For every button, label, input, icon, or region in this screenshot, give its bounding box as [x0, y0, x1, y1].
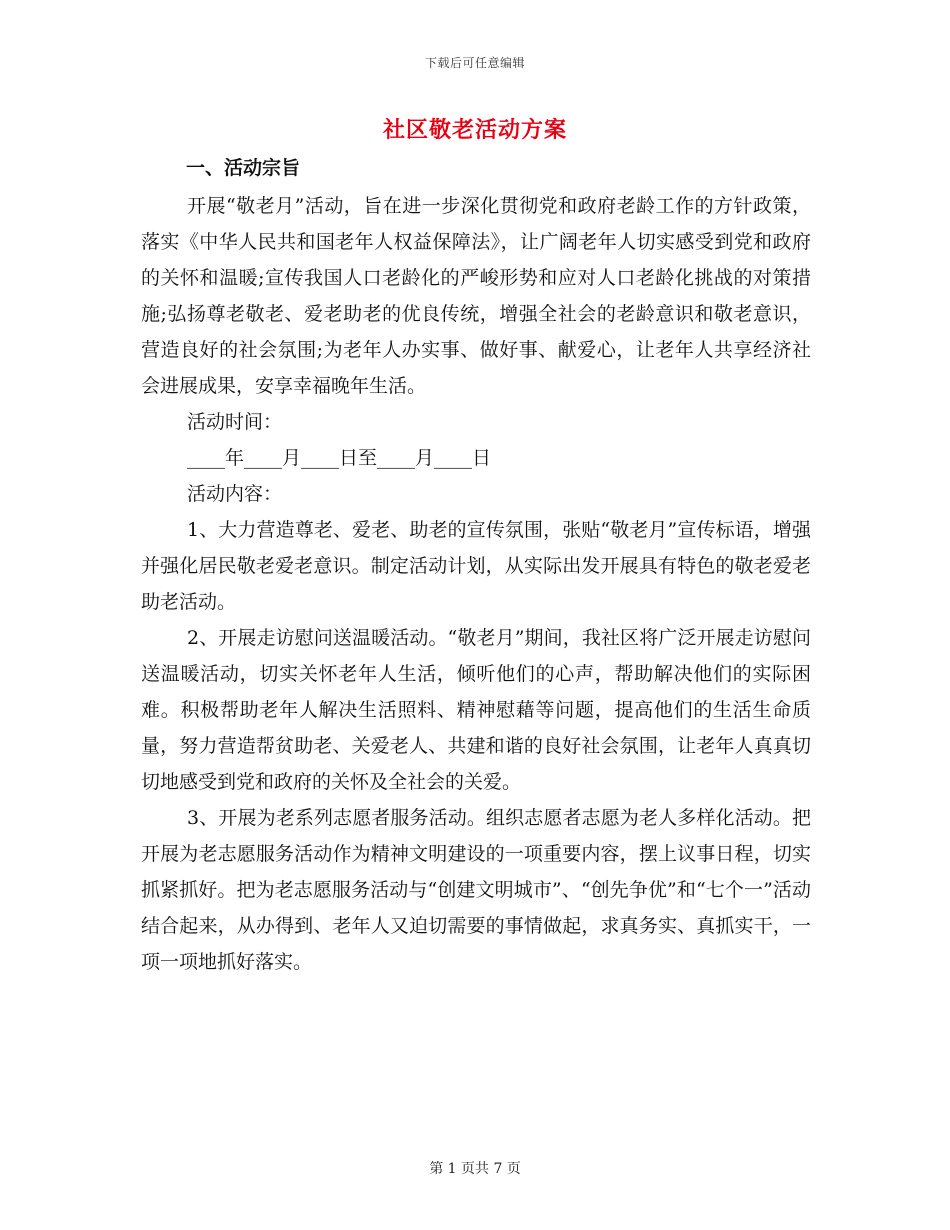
- document-body: [141, 148, 811, 980]
- content-item-3: 3、开展为老系列志愿者服务活动。组织志愿者志愿为老人多样化活动。把开展为老志愿服务活动作为精神文明建设的一项重要内容，摆上议事日程，切实抓紧抓好。把为老志愿服务活动与“创建文明城市”、“创先争优”和“七个一”活动结合起来，从办得到、老年人又迫切需要的事情做起，求真务实、真抓实干，一项一项地抓好落实。: [141, 807, 811, 973]
- content-item-1: 1、大力营造尊老、爱老、助老的宣传氛围，张贴“敬老月”宣传标语，增强并强化居民敬老爱老意识。制定活动计划，从实际出发开展具有特色的敬老爱老助老活动。: [141, 519, 811, 613]
- header-note: 下载后可任意编辑: [424, 56, 525, 70]
- page-indicator: 第 1 页共 7 页: [429, 1161, 521, 1177]
- activity-time-blank: ____年____月____日至____月____日: [187, 447, 492, 469]
- content-item-2: 2、开展走访慰问送温暖活动。“敬老月”期间，我社区将广泛开展走访慰问送温暖活动，切实关怀老年人生活，倾听他们的心声，帮助解决他们的实际困难。积极帮助老年人解决生活照料、精神慰藉等问题，提高他们的生活生命质量，努力营造帮贫助老、关爱老人、共建和谐的良好社会氛围，让老年人真真切切地感受到党和政府的关怀及全社会的关爱。: [141, 627, 811, 793]
- section-heading: 一、活动宗旨: [186, 157, 301, 179]
- purpose-paragraph: 开展“敬老月”活动，旨在进一步深化贯彻党和政府老龄工作的方针政策，落实《中华人民共和国老年人权益保障法》，让广阔老年人切实感受到党和政府的关怀和温暖;宣传我国人口老龄化的严峻形势和应对人口老龄化挑战的对策措施;弘扬尊老敬老、爱老助老的优良传统，增强全社会的老龄意识和敬老意识，营造良好的社会氛围;为老年人办实事、做好事、献爱心，让老年人共享经济社会进展成果，安享幸福晚年生活。: [141, 195, 811, 397]
- activity-content-label: 活动内容：: [187, 483, 283, 505]
- activity-time-label: 活动时间：: [187, 411, 283, 433]
- document-title: 社区敬老活动方案: [382, 117, 567, 143]
